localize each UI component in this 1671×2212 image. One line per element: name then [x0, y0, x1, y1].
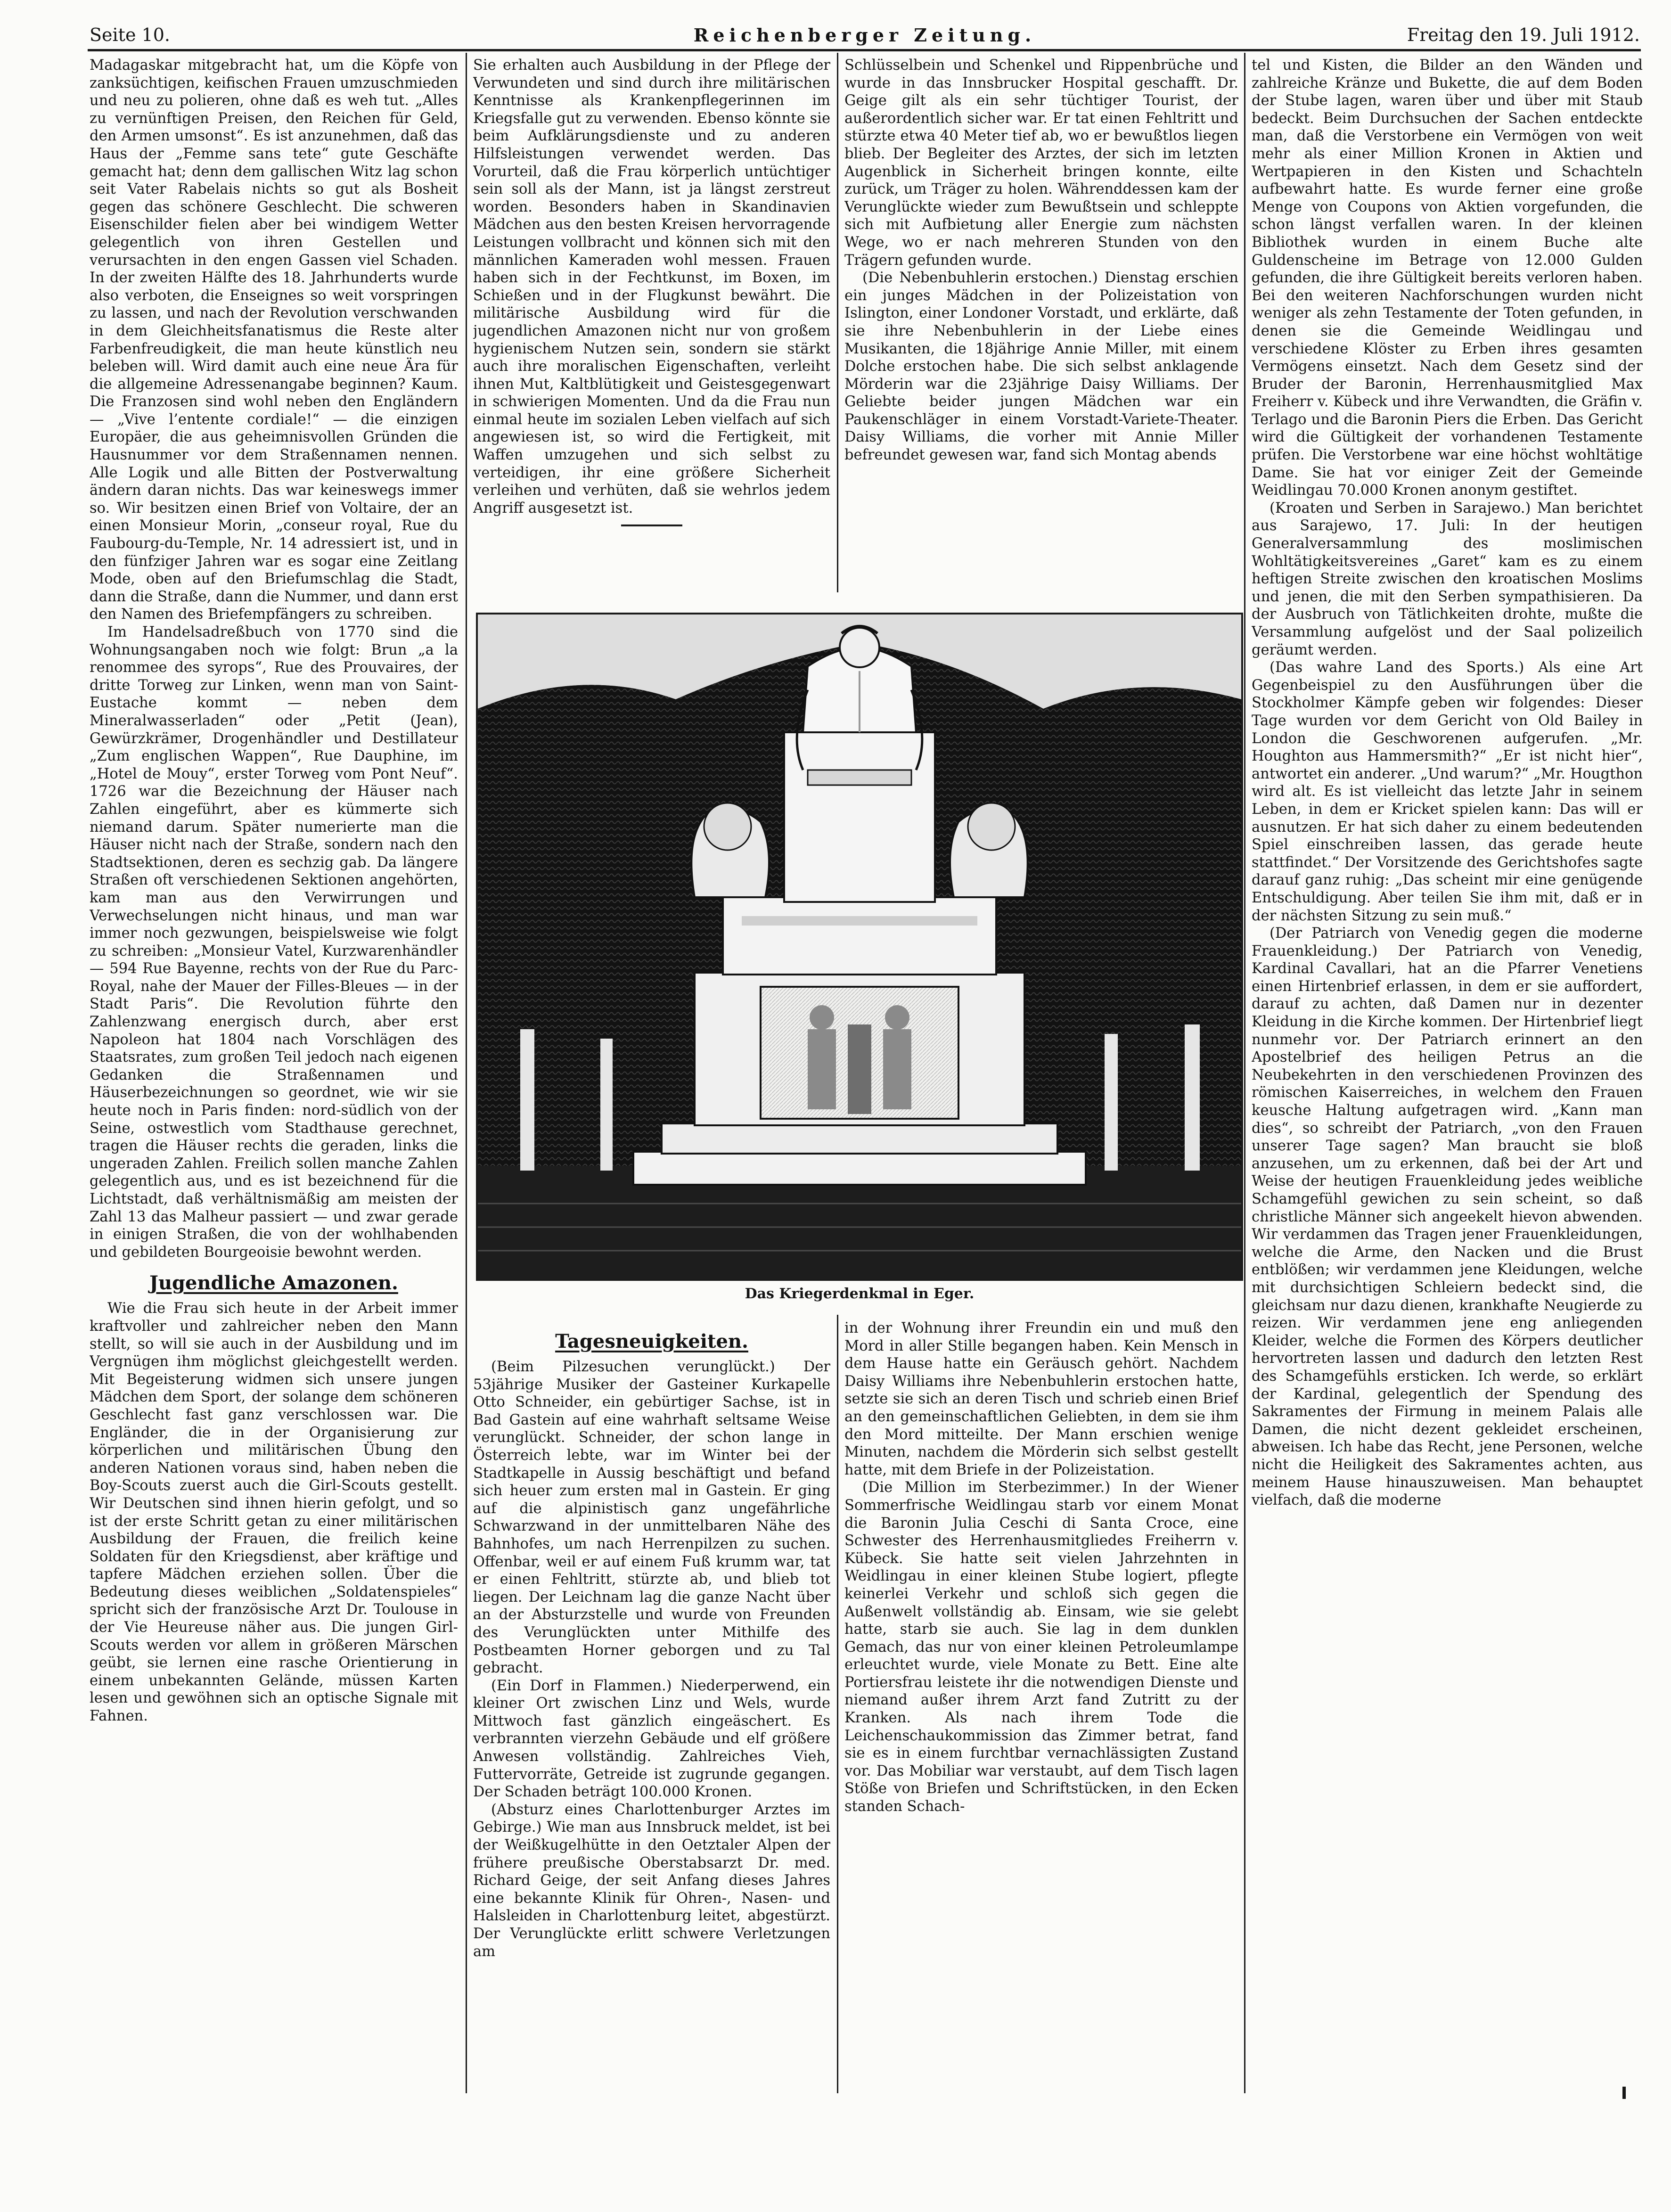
page-number: Seite 10.: [90, 25, 170, 45]
column-4: [1252, 57, 1643, 2092]
article-paragraph: (Beim Pilzesuchen verunglückt.) Der 53jährige Musiker der Gasteiner Kurkapelle Otto Schneider, ein gebürtiger Sachse, ist in Bad Gastein auf eine wahrhaft seltsame Weise verunglückt. Schneider, der schon lange in Österreich lebte, war im Winter bei der Stadtkapelle in Aussig beschäftigt und befand sich heuer zum ersten mal in Gastein. Er ging auf die alpinistisch ganz ungefährliche Schwarzwand in der unmittelbaren Nähe des Bahnhofes, um nach Herrenpilzen zu suchen. Offenbar, weil er auf einem Fuß krumm war, tat er einen Fehltritt, stürzte ab, und blieb tot liegen. Der Leichnam lag die ganze Nacht über an der Absturzstelle und wurde von Freunden des Verunglückten unter Mithilfe des Postbeamten Horner geborgen und zu Tal gebracht.: [473, 1359, 830, 1677]
issue-date: Freitag den 19. Juli 1912.: [1407, 25, 1640, 45]
article-paragraph: (Der Patriarch von Venedig gegen die moderne Frauenkleidung.) Der Patriarch von Venedig, Kardinal Cavallari, hat an die Pfarrer Venetiens einen Hirtenbrief erlassen, in dem er sie auffordert, darauf zu achten, daß Damen nur in dezenter Kleidung in die Kirche kommen. Der Hirtenbrief liegt nunmehr vor. Der Patriarch erinnert an den Apostelbrief des heiligen Petrus an die Neubekehrten in den verschiedenen Provinzen des römischen Kaiserreiches, in welchem den Frauen keusche Haltung aufgetragen wird. „Kann man dies“, so schreibt der Patriarch, „von den Frauen unserer Tage sagen? Man braucht sie bloß anzusehen, um zu erkennen, daß bei der Art und Weise der heutigen Frauenkleidung jedes weibliche Schamgefühl gewichen zu sein scheint, so daß christliche Männer sich angeekelt hievon abwenden. Wir verdammen das Tragen jener Frauenkleidungen, welche die Arme, den Nacken und die Brust entblößen; wir verdammen jene Kleidungen, welche mit durchsichtigen Schleiern bedeckt sind, die gleichsam nur dazu dienen, krankhafte Neugierde zu reizen. Wir verdammen jene eng anliegenden Kleider, welche die Formen des Körpers deutlicher hervortreten lassen und dadurch den letzten Rest des Schamgefühls ersticken. Ich werde, so erklärt der Kardinal, gelegentlich der Spendung des Sakramentes der Firmung in meinem Palais alle Damen, die nicht dezent gekleidet erscheinen, abweisen. Ich habe das Recht, jene Personen, welche nicht die Heiligkeit des Sakramentes achten, aus meinem Hause hinauszuweisen. Man behauptet vielfach, daß die moderne: [1252, 925, 1643, 1509]
article-paragraph: in der Wohnung ihrer Freundin ein und muß den Mord in aller Stille begangen haben. Kein Mensch in dem Hause hatte ein Geräusch gehört. Nachdem Daisy Williams ihre Nebenbuhlerin erstochen hatte, setzte sie sich an deren Tisch und schrieb einen Brief an den gemeinschaftlichen Geliebten, in dem sie ihm den Mord mitteilte. Der Mann erschien wenige Minuten, nachdem die Mörderin sich selbst gestellt hatte, mit dem Briefe in der Polizeistation.: [844, 1320, 1238, 1478]
article-paragraph: Sie erhalten auch Ausbildung in der Pflege der Verwundeten und sind durch ihre militärischen Kenntnisse als Krankenpflegerinnen im Kriegsfalle gut zu verwenden. Ebenso könnte sie beim Aufklärungsdienste und zu anderen Hilfsleistungen verwendet werden. Das Vorurteil, daß die Frau körperlich untüchtiger sein soll als der Mann, ist ja längst zerstreut worden. Besonders haben in Skandinavien Mädchen aus den besten Kreisen hervorragende Leistungen vollbracht und können sich mit den männlichen Kameraden wohl messen. Frauen haben sich in der Fechtkunst, im Boxen, im Schießen und in der Flugkunst bewährt. Die militärische Ausbildung wird für die jugendlichen Amazonen nicht nur von großem hygienischem Nutzen sein, sondern sie stärkt auch ihre moralischen Eigenschaften, verleiht ihnen Mut, Kaltblütigkeit und Geistesgegenwart in schwierigen Momenten. Und da die Frau nun einmal heute im sozialen Leben vielfach auf sich angewiesen ist, so wird die Fertigkeit, mit Waffen umzugehen und sich selbst zu verteidigen, ihr eine größere Sicherheit verleihen und verhüten, daß sie wehrlos jedem Angriff ausgesetzt ist.: [473, 57, 830, 516]
column-2-top: [473, 57, 830, 598]
section-separator: [621, 524, 682, 526]
column-divider: [1244, 53, 1245, 2093]
article-paragraph: tel und Kisten, die Bilder an den Wänden und zahlreiche Kränze und Bukette, die auf dem Boden der Stube lagen, waren über und über mit Staub bedeckt. Beim Durchsuchen der Sachen entdeckte man, daß die Verstorbene ein Vermögen von weit mehr als einer Million Kronen in Aktien und Wertpapieren in den Kisten und Schachteln aufbewahrt hatte. Es wurde ferner eine große Menge von Coupons von Aktien vorgefunden, die schon längst verfallen waren. In der kleinen Bibliothek wurden in einem Buche alte Guldenscheine im Betrage von 12.000 Gulden gefunden, die ihre Gültigkeit bereits verloren haben. Bei den weiteren Nachforschungen wurden nicht weniger als zehn Testamente der Toten gefunden, in denen sie die Gemeinde Weidlingau und verschiedene Klöster zu Erben ihres gesamten Vermögens einsetzt. Nach dem Gesetz sind der Bruder der Baronin, Herrenhausmitglied Max Freiherr v. Kübeck und ihre Verwandten, die Gräfin v. Terlago und die Baronin Piers die Erben. Das Gericht wird die Gültigkeit der vorhandenen Testamente prüfen. Die Verstorbene war eine höchst wohltätige Dame. Sie hat vor einiger Zeit der Gemeinde Weidlingau 70.000 Kronen anonym gestiftet.: [1252, 57, 1643, 499]
article-paragraph: (Ein Dorf in Flammen.) Niederperwend, ein kleiner Ort zwischen Linz und Wels, wurde Mittwoch fast gänzlich eingeäschert. Es verbrannten vierzehn Gebäude und elf größere Anwesen vollständig. Zahlreiches Vieh, Futtervorräte, Getreide ist zugrunde gegangen. Der Schaden beträgt 100.000 Kronen.: [473, 1677, 830, 1801]
article-paragraph: (Die Million im Sterbezimmer.) In der Wiener Sommerfrische Weidlingau starb vor einem Monat die Baronin Julia Ceschi di Santa Croce, eine Schwester des Herrenhausmitgliedes Freiherrn v. Kübeck. Sie hatte seit vielen Jahrzehnten in Weidlingau in einer kleinen Stube logiert, pflegte keinerlei Verkehr und schloß sich gegen die Außenwelt vollständig ab. Einsam, wie sie gelebt hatte, starb sie auch. Sie lag in dem dunklen Gemach, das nur von einer kleinen Petroleumlampe erleuchtet wurde, viele Monate zu Bett. Eine alte Portiersfrau leistete ihr die notwendigen Dienste und niemand außer ihrem Arzt fand Zutritt zu der Kranken. Als nach ihrem Tode die Leichenschaukommission das Zimmer betrat, fand sie es in einem furchtbar vernachlässigten Zustand vor. Das Mobiliar war verstaubt, auf dem Tisch lagen Stöße von Briefen und Schriftstücken, in den Ecken standen Schach-: [844, 1479, 1238, 1815]
column-3-bottom: [844, 1319, 1238, 2092]
column-2-bottom: [473, 1319, 830, 2092]
column-3-top: [844, 57, 1238, 598]
column-1: [90, 57, 458, 2092]
article-paragraph: (Die Nebenbuhlerin erstochen.) Dienstag erschien ein junges Mädchen in der Polizeistation von Islington, einer Londoner Vorstadt, und erklärte, daß sie ihre Nebenbuhlerin in der Liebe eines Musikanten, die 18jährige Annie Miller, mit einem Dolche erstochen habe. Die sich selbst anklagende Mörderin war die 23jährige Daisy Williams. Der Geliebte beider jungen Mädchen war ein Paukenschläger in einem Vorstadt-Variete-Theater. Daisy Williams, die vorher mit Annie Miller befreundet gewesen war, fand sich Montag abends: [844, 270, 1238, 464]
article-paragraph: (Kroaten und Serben in Sarajewo.) Man berichtet aus Sarajewo, 17. Juli: In der heutigen Generalversammlung des moslimischen Wohltätigkeitsvereines „Garet“ kam es zu einem heftigen Streite zwischen den kroatischen Moslims und jenen, die mit den Serben sympathisieren. Da der Ausbruch von Tätlichkeiten drohte, mußte die Versammlung aufgelöst und der Saal polizeilich geräumt werden.: [1252, 500, 1643, 658]
article-paragraph: Im Handelsadreßbuch von 1770 sind die Wohnungsangaben noch wie folgt: Brun „a la renommee des syrops“, Rue des Prouvaires, der dritte Torweg zur Linken, wenn man von Saint-Eustache kommt — neben dem Mineralwasserladen“ oder „Petit (Jean), Gewürzkrämer, Drogenhändler und Destillateur „Zum englischen Wappen“, Rue Dauphine, im „Hotel de Mouy“, erster Torweg vom Pont Neuf“. 1726 war die Bezeichnung der Häuser nach Zahlen eingeführt, aber es kümmerte sich niemand darum. Später numerierte man die Häuser nicht nach der Straße, sondern nach den Stadtsektionen, deren es sechzig gab. Da längere Straßen oft verschiedenen Sektionen angehörten, kam man aus den Verwirrungen und Verwechselungen nicht hinaus, und man war immer noch gezwungen, beispielsweise wie folgt zu schreiben: „Monsieur Vatel, Kurzwarenhändler — 594 Rue Bayenne, rechts von der Rue du Parc-Royal, nahe der Mauer der Filles-Bleues — in der Stadt Paris“. Die Revolution führte den Zahlenzwang energisch durch, aber erst Napoleon hat 1804 nach Vorschlägen des Staatsrates, zum großen Teil jedoch nach eigenen Gedanken die Straßennamen und Häuserbezeichnungen so geordnet, wie wir sie heute noch in Paris finden: nord-südlich von der Seine, ostwestlich vom Stadthause gerechnet, tragen die Häuser rechts die geraden, links die ungeraden Zahlen. Freilich sollen manche Zahlen gelegentlich aus, und es ist bezeichnend für die Lichtstadt, daß verhältnismäßig am meisten der Zahl 13 das Malheur passiert — und zwar gerade in einigen Straßen, die von der wohlhabenden und gebildeten Bourgeoisie bewohnt werden.: [90, 624, 458, 1261]
figure-caption: Das Kriegerdenkmal in Eger.: [745, 1286, 975, 1302]
header-rule: [88, 49, 1641, 51]
column-divider: [837, 53, 838, 592]
memorial-illustration: [476, 613, 1243, 1281]
article-paragraph: (Das wahre Land des Sports.) Als eine Art Gegenbeispiel zu den Ausführungen über die Stockholmer Kämpfe geben wir folgendes: Dieser Tage wurden vor dem Gericht von Old Bailey in London die Geschworenen aufgerufen. „Mr. Houghton aus Hammersmith?“ „Er ist nicht hier“, antwortet ein anderer. „Und warum?“ „Mr. Hougthon wird alt. Es ist vielleicht das letzte Jahr in seinem Leben, in dem er Kricket spielen kann: Das will er ausnutzen. Er hat sich daher zu einem bedeutenden Spiel einschreiben lassen, das gerade heute stattfindet.“ Der Vorsitzende des Gerichtshofes sagte darauf ganz ruhig: „Das scheint mir eine genügende Entschuldigung. Aber teilen Sie ihm mit, daß er in der nächsten Sitzung zu sein muß.“: [1252, 659, 1643, 924]
masthead-title: Reichenberger Zeitung.: [693, 25, 1036, 46]
article-heading: Tagesneuigkeiten.: [555, 1330, 748, 1352]
article-paragraph: Wie die Frau sich heute in der Arbeit immer kraftvoller und zahlreicher neben den Mann stellt, so will sie auch in der Ausbildung und im Vergnügen ihm möglichst gleichgestellt werden. Mit Begeisterung widmen sich unsere jungen Mädchen dem Sport, der solange dem schöneren Geschlecht fast ganz verschlossen war. Die Engländer, die in der Organisierung zur körperlichen und militärischen Übung den anderen Nationen voraus sind, haben neben die Boy-Scouts zuerst auch die Girl-Scouts gestellt. Wir Deutschen sind ihnen hierin gefolgt, und so ist der erste Schritt getan zu einer militärischen Ausbildung der Frauen, die freilich keine Soldaten für den Kriegsdienst, aber kräftige und tapfere Mädchen erziehen sollen. Über die Bedeutung dieses weiblichen „Soldatenspieles“ spricht sich der französische Arzt Dr. Toulouse in der Vie Heureuse näher aus. Die jungen Girl-Scouts werden vor allem in größeren Märschen geübt, sie lernen eine rasche Orientierung in einem unbekannten Gelände, müssen Karten lesen und gewöhnen sich an optische Signale mit Fahnen.: [90, 1300, 458, 1725]
article-heading: Jugendliche Amazonen.: [149, 1272, 398, 1294]
article-paragraph: Madagaskar mitgebracht hat, um die Köpfe von zanksüchtigen, keifischen Frauen umzuschmieden und neu zu polieren, ohne daß es weh tut. „Alles zu vernünftigen Preisen, den Reichen für Geld, den Armen umsonst“. Es ist anzunehmen, daß das Haus der „Femme sans tete“ gute Geschäfte gemacht hat; denn dem gallischen Witz lag schon seit Vater Rabelais nichts so gut als Bosheit gegen das schönere Geschlecht. Die schweren Eisenschilder fielen aber bei windigem Wetter gelegentlich von ihren Gestellen und verursachten in den engen Gassen viel Schaden. In der zweiten Hälfte des 18. Jahrhunderts wurde also verboten, die Enseignes so weit vorspringen zu lassen, und nach der Revolution verschwanden in dem Gleichheitsfanatismus die Reste alter Farbenfreudigkeit, die man heute künstlich neu beleben will. Wird damit auch eine neue Ära für die allgemeine Adressenangabe beginnen? Kaum. Die Franzosen sind wohl neben den Engländern — „Vive l’entente cordiale!“ — die einzigen Europäer, die aus geheimnisvollen Gründen die Hausnummer vor dem Straßennamen nennen. Alle Logik und alle Bitten der Postverwaltung ändern daran nichts. Das war keineswegs immer so. Wir besitzen einen Brief von Voltaire, der an einen Monsieur Morin, „conseur royal, Rue du Faubourg-du-Temple, Nr. 14 adressiert ist, und in den fünfziger Jahren war es sogar eine Zeitlang Mode, oben auf den Briefumschlag die Stadt, dann die Straße, dann die Nummer, und dann erst den Namen des Briefempfängers zu schreiben.: [90, 57, 458, 623]
page-edge-mark: [1622, 2087, 1626, 2099]
column-divider: [466, 53, 467, 2093]
article-paragraph: (Absturz eines Charlottenburger Arztes im Gebirge.) Wie man aus Innsbruck meldet, ist bei der Weißkugelhütte in den Oetztaler Alpen der frühere preußische Oberstabsarzt Dr. med. Richard Geige, der seit Anfang dieses Jahres eine bekannte Klinik für Ohren-, Nasen- und Halsleiden in Charlottenburg leitet, abgestürzt. Der Verunglückte erlitt schwere Verletzungen am: [473, 1801, 830, 1960]
column-divider: [837, 1315, 838, 2093]
page-header: [90, 25, 1640, 49]
article-paragraph: Schlüsselbein und Schenkel und Rippenbrüche und wurde in das Innsbrucker Hospital geschafft. Dr. Geige gilt als ein sehr tüchtiger Tourist, der außerordentlich sicher war. Er tat einen Fehltritt und stürzte etwa 40 Meter tief ab, wo er bewußtlos liegen blieb. Der Begleiter des Arztes, der sich im letzten Augenblick in Sicherheit bringen konnte, eilte zurück, um Träger zu holen. Währenddessen kam der Verunglückte wieder zum Bewußtsein und schleppte sich mit Aufbietung aller Energie zum nächsten Wege, wo er nach mehreren Stunden von den Trägern gefunden wurde.: [844, 57, 1238, 269]
